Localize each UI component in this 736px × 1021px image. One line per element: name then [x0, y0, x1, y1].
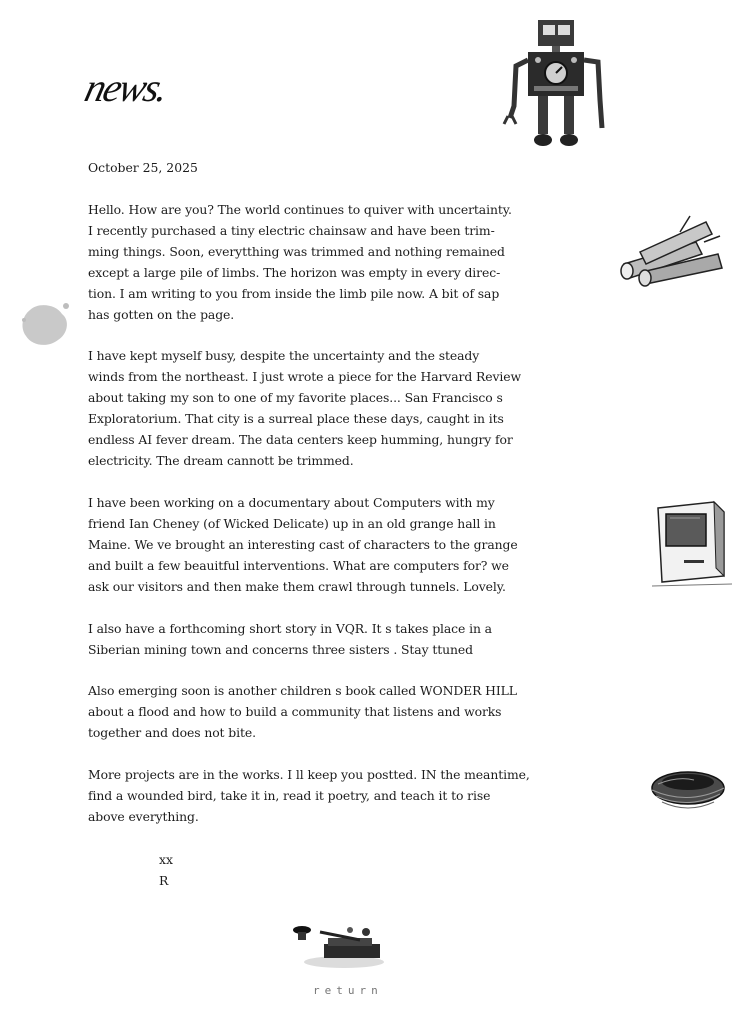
text-line: find a wounded bird, take it in, read it poetry, and teach it to rise — [88, 788, 491, 803]
text-line: I have been working on a documentary about Computers with my — [88, 495, 495, 510]
letter-date: October 25, 2025 — [88, 160, 198, 175]
text-line: except a large pile of limbs. The horizon was empty in every direc- — [88, 265, 501, 280]
text-line: and built a few beauitful interventions. What are computers for? we — [88, 558, 509, 573]
telegraph-key-icon — [290, 918, 390, 970]
text-line: ask our visitors and then make them crawl through tunnels. Lovely. — [88, 579, 506, 594]
text-line: has gotten on the page. — [88, 307, 235, 322]
text-line: I recently purchased a tiny electric chainsaw and have been trim- — [88, 223, 495, 238]
text-line: tion. I am writing to you from inside the limb pile now. A bit of sap — [88, 286, 500, 301]
text-line: Hello. How are you? The world continues to quiver with uncertainty. — [88, 202, 512, 217]
text-line: Also emerging soon is another children s book called WONDER HILL — [88, 683, 517, 698]
text-line: Maine. We ve brought an interesting cast of characters to the grange — [88, 537, 518, 552]
site-logo[interactable]: news. — [80, 65, 172, 110]
letter-paragraph — [88, 680, 624, 743]
robot-icon — [502, 16, 610, 150]
computer-icon — [652, 498, 732, 590]
return-link[interactable]: return — [313, 984, 383, 997]
text-line: about taking my son to one of my favorite places... San Francisco s — [88, 390, 503, 405]
letter-paragraph — [88, 618, 624, 660]
signoff-kisses: xx — [159, 852, 173, 867]
text-line: ming things. Soon, everytthing was trimmed and nothing remained — [88, 244, 505, 259]
text-line: friend Ian Cheney (of Wicked Delicate) up in an old grange hall in — [88, 516, 496, 531]
letter-paragraph — [88, 199, 624, 325]
text-line: winds from the northeast. I just wrote a piece for the Harvard Review — [88, 369, 521, 384]
text-line: together and does not bite. — [88, 725, 256, 740]
letter-paragraph — [88, 345, 624, 471]
text-line: Siberian mining town and concerns three sisters . Stay ttuned — [88, 642, 473, 657]
letter-paragraph — [88, 492, 624, 597]
text-line: I also have a forthcoming short story in VQR. It s takes place in a — [88, 621, 492, 636]
signoff-initial: R — [159, 873, 169, 888]
sap-stain-icon — [18, 300, 74, 350]
log-pile-icon — [620, 212, 726, 288]
text-line: I have kept myself busy, despite the uncertainty and the steady — [88, 348, 480, 363]
bird-nest-icon — [648, 766, 728, 816]
letter-paragraph — [88, 764, 624, 827]
text-line: endless AI fever dream. The data centers keep humming, hungry for — [88, 432, 513, 447]
letter-signoff — [159, 849, 173, 891]
text-line: above everything. — [88, 809, 199, 824]
text-line: Exploratorium. That city is a surreal place these days, caught in its — [88, 411, 504, 426]
text-line: electricity. The dream cannott be trimmed. — [88, 453, 354, 468]
text-line: More projects are in the works. I ll keep you postted. IN the meantime, — [88, 767, 530, 782]
text-line: about a flood and how to build a community that listens and works — [88, 704, 502, 719]
